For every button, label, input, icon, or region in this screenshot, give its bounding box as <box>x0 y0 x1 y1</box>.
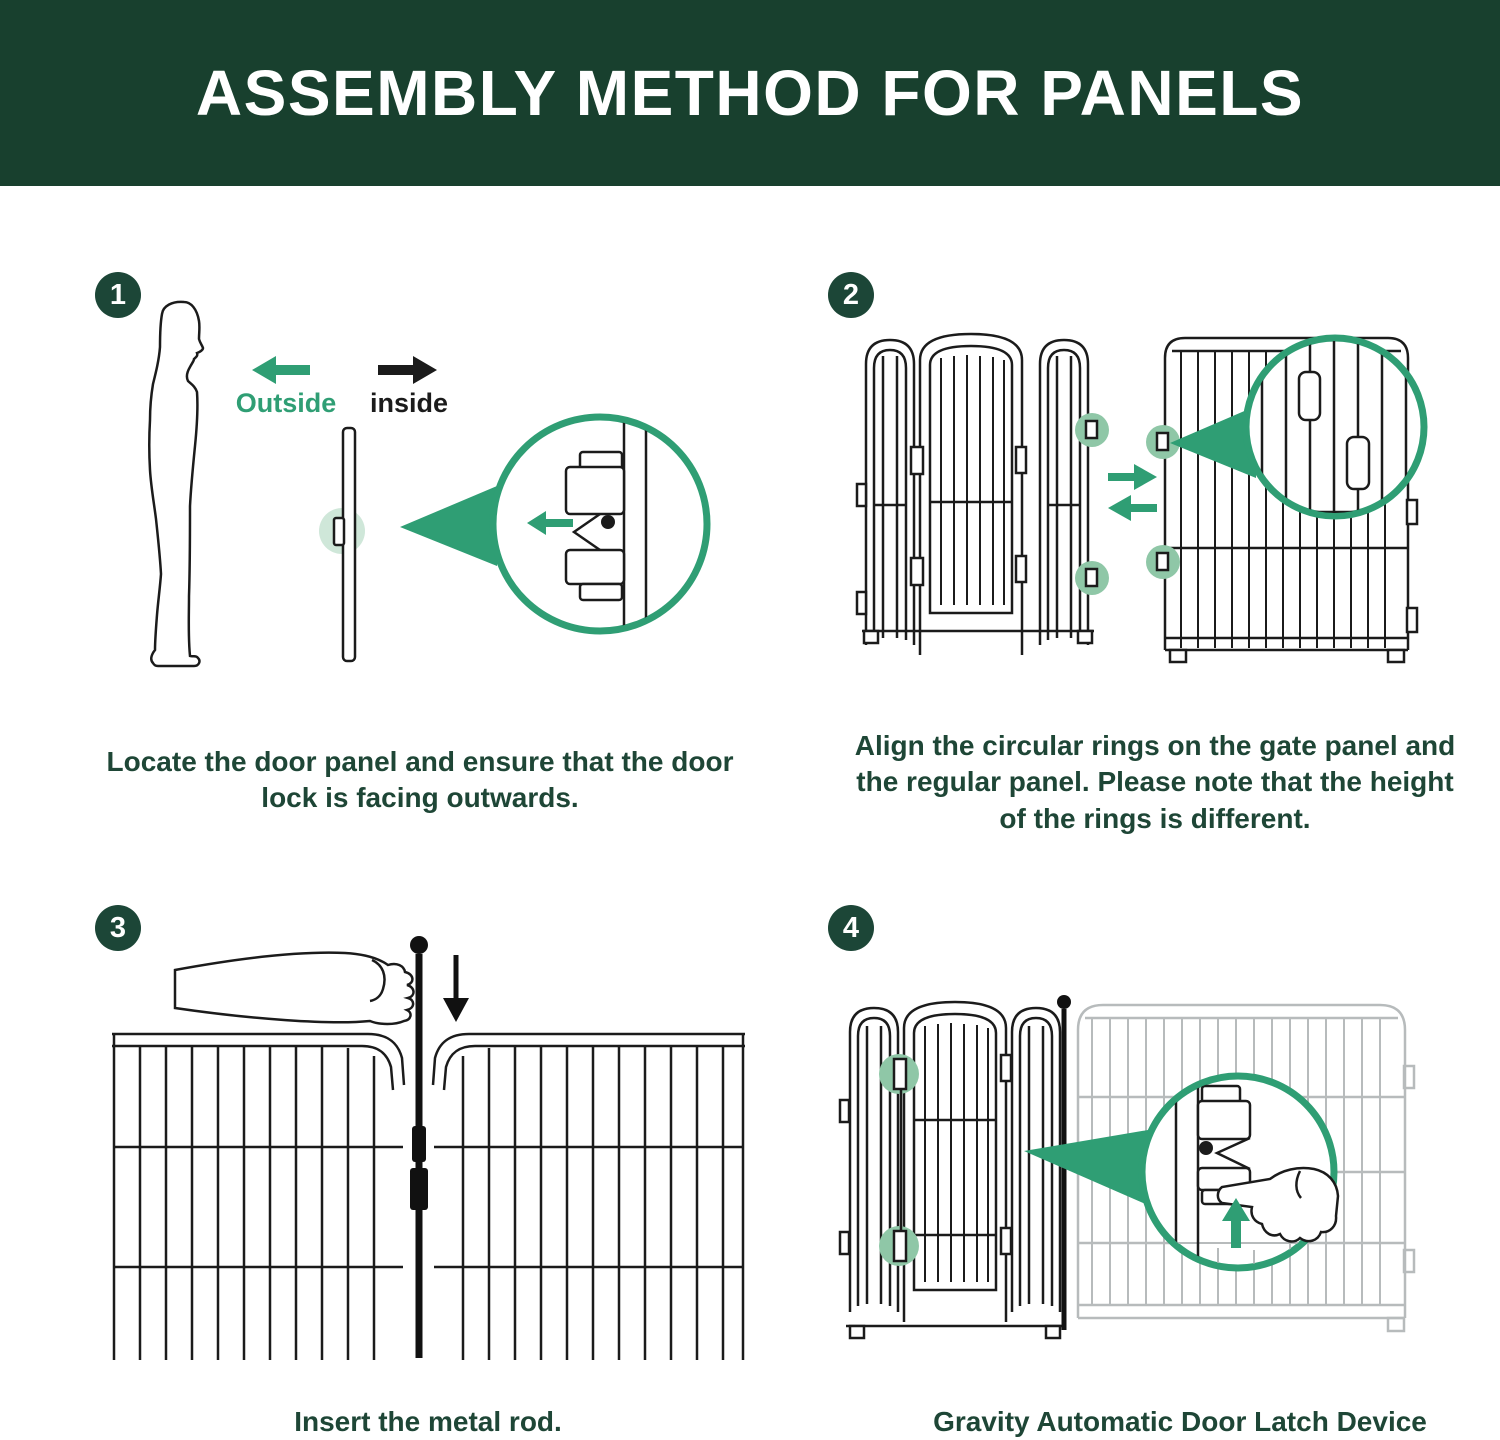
insert-down-arrow-icon <box>443 955 469 1022</box>
step-2-illustration <box>820 330 1480 690</box>
gate-hinge <box>894 1059 906 1089</box>
ring-hook <box>1157 433 1168 450</box>
step-4-caption: Gravity Automatic Door Latch Device <box>933 1406 1427 1437</box>
gate-hinge <box>894 1231 906 1261</box>
step-3-caption: Insert the metal rod. <box>294 1406 562 1437</box>
page-title: ASSEMBLY METHOD FOR PANELS <box>195 57 1305 129</box>
step-2-caption: Align the circular rings on the gate panel and the regular panel. Please note that the height of the rings is different. <box>854 730 1456 834</box>
gate-hinge <box>911 558 923 585</box>
inside-arrow-icon <box>378 356 437 384</box>
hand-holding-rod <box>175 953 414 1024</box>
ring-hook-zoom <box>1299 372 1320 420</box>
swap-arrows-icon <box>1108 464 1157 521</box>
step-3-illustration <box>80 900 760 1370</box>
person-silhouette <box>149 302 203 666</box>
panel-tab <box>1407 500 1417 524</box>
panel-tab <box>857 592 866 614</box>
step-1-number: 1 <box>109 278 127 311</box>
door-latch <box>334 518 344 545</box>
fence-panels <box>112 1034 745 1360</box>
gate-hinge <box>911 447 923 474</box>
step-1-illustration <box>80 290 760 690</box>
ring-hook <box>1157 553 1168 570</box>
panel-tab <box>840 1100 849 1122</box>
panel-tab <box>857 484 866 506</box>
header-banner <box>0 0 1500 186</box>
step-2-number: 2 <box>842 278 860 311</box>
step-4-illustration <box>820 985 1500 1340</box>
outside-label: Outside <box>235 388 337 418</box>
ring-hook <box>1086 569 1097 586</box>
panel-tab <box>1407 608 1417 632</box>
inside-label: inside <box>369 388 449 418</box>
step-3-number: 3 <box>109 911 127 944</box>
outside-arrow-icon <box>252 356 310 384</box>
step-1-caption: Locate the door panel and ensure that the door lock is facing outwards. <box>106 746 734 814</box>
magnifier-pointer <box>400 486 497 566</box>
gate-panel-diagram <box>857 334 1109 655</box>
ring-hook <box>1086 421 1097 438</box>
step-2-badge <box>828 272 874 318</box>
ring-hook-zoom <box>1347 437 1369 489</box>
step-4-badge <box>828 905 874 951</box>
step-4-number: 4 <box>842 911 860 944</box>
gate-panel-diagram <box>840 1002 1066 1338</box>
panel-tab <box>840 1232 849 1254</box>
